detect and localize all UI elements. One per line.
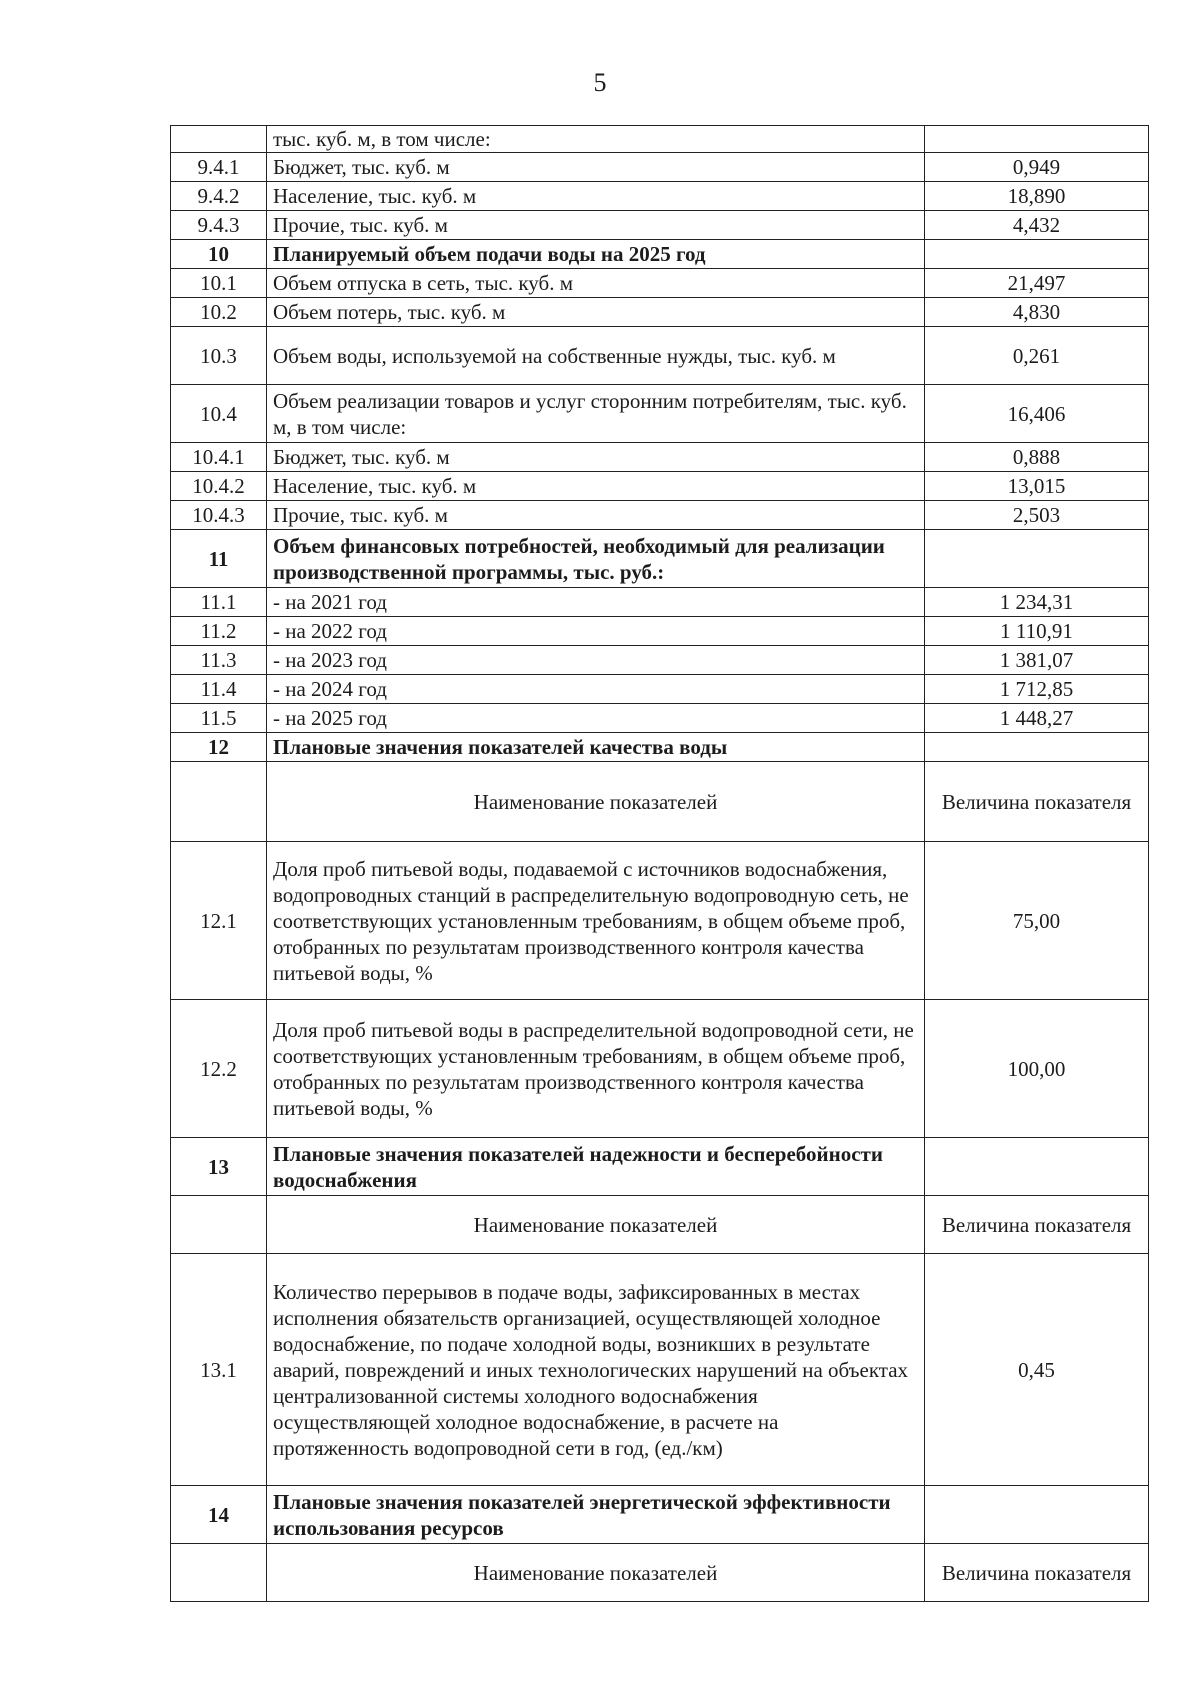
row-description: Плановые значения показателей надежности и бесперебойности водоснабжения <box>267 1138 925 1196</box>
row-description: Объем воды, используемой на собственные нужды, тыс. куб. м <box>267 327 925 385</box>
row-number: 9.4.3 <box>171 211 267 240</box>
row-value: 1 712,85 <box>925 675 1149 704</box>
table-row <box>171 588 1149 617</box>
row-description: Прочие, тыс. куб. м <box>267 501 925 530</box>
row-description: - на 2024 год <box>267 675 925 704</box>
row-number: 11 <box>171 530 267 588</box>
row-number: 11.3 <box>171 646 267 675</box>
row-value <box>925 530 1149 588</box>
row-value: 18,890 <box>925 182 1149 211</box>
row-description: Прочие, тыс. куб. м <box>267 211 925 240</box>
table-row <box>171 1254 1149 1486</box>
page-number: 5 <box>593 68 607 97</box>
row-number: 12.2 <box>171 1000 267 1138</box>
row-description: Население, тыс. куб. м <box>267 472 925 501</box>
row-number: 10.1 <box>171 269 267 298</box>
row-value <box>925 240 1149 269</box>
column-header-name: Наименование показателей <box>267 762 925 842</box>
indicators-table <box>170 125 1149 1602</box>
row-number: 13 <box>171 1138 267 1196</box>
row-description: Объем финансовых потребностей, необходимый для реализации производственной программы, тыс. руб.: <box>267 530 925 588</box>
column-header-row <box>171 1544 1149 1602</box>
row-description: Объем отпуска в сеть, тыс. куб. м <box>267 269 925 298</box>
column-header-value: Величина показателя <box>925 762 1149 842</box>
table-row <box>171 126 1149 153</box>
row-value: 0,261 <box>925 327 1149 385</box>
column-header-row <box>171 1196 1149 1254</box>
row-number <box>171 1544 267 1602</box>
row-number: 12 <box>171 733 267 762</box>
row-description: Планируемый объем подачи воды на 2025 год <box>267 240 925 269</box>
row-description: Бюджет, тыс. куб. м <box>267 153 925 182</box>
row-description: Доля проб питьевой воды, подаваемой с источников водоснабжения, водопроводных станций в распределительную водопроводную сеть, не соответствующих установленным требованиям, в общем объеме проб, отобранных по результатам производственного контроля качества питьевой воды, % <box>267 842 925 1000</box>
row-number: 11.5 <box>171 704 267 733</box>
row-value: 16,406 <box>925 385 1149 443</box>
row-description: Объем реализации товаров и услуг сторонним потребителям, тыс. куб. м, в том числе: <box>267 385 925 443</box>
row-value <box>925 126 1149 153</box>
row-value: 1 110,91 <box>925 617 1149 646</box>
table-row <box>171 704 1149 733</box>
row-description: Плановые значения показателей энергетической эффективности использования ресурсов <box>267 1486 925 1544</box>
section-row <box>171 733 1149 762</box>
row-number: 11.2 <box>171 617 267 646</box>
table-row <box>171 617 1149 646</box>
row-value: 100,00 <box>925 1000 1149 1138</box>
column-header-value: Величина показателя <box>925 1544 1149 1602</box>
row-value: 0,45 <box>925 1254 1149 1486</box>
table-row <box>171 842 1149 1000</box>
row-value: 1 381,07 <box>925 646 1149 675</box>
row-value: 21,497 <box>925 269 1149 298</box>
column-header-name: Наименование показателей <box>267 1544 925 1602</box>
table-row <box>171 153 1149 182</box>
table-row <box>171 327 1149 385</box>
row-number: 10.4.3 <box>171 501 267 530</box>
row-value: 1 448,27 <box>925 704 1149 733</box>
row-value: 75,00 <box>925 842 1149 1000</box>
column-header-row <box>171 762 1149 842</box>
row-value <box>925 1138 1149 1196</box>
row-value <box>925 733 1149 762</box>
table-row <box>171 443 1149 472</box>
row-number: 11.4 <box>171 675 267 704</box>
row-number: 14 <box>171 1486 267 1544</box>
table-row <box>171 675 1149 704</box>
row-value: 4,432 <box>925 211 1149 240</box>
table-row <box>171 501 1149 530</box>
section-row <box>171 1486 1149 1544</box>
row-number: 10 <box>171 240 267 269</box>
row-description: Доля проб питьевой воды в распределительной водопроводной сети, не соответствующих установленным требованиям, в общем объеме проб, отобранных по результатам производственного контроля качества питьевой воды, % <box>267 1000 925 1138</box>
row-value: 1 234,31 <box>925 588 1149 617</box>
row-value: 13,015 <box>925 472 1149 501</box>
row-description: - на 2025 год <box>267 704 925 733</box>
row-number: 11.1 <box>171 588 267 617</box>
table-row <box>171 182 1149 211</box>
row-description: Плановые значения показателей качества воды <box>267 733 925 762</box>
row-number <box>171 762 267 842</box>
row-description: тыс. куб. м, в том числе: <box>267 126 925 153</box>
table-row <box>171 298 1149 327</box>
row-value: 2,503 <box>925 501 1149 530</box>
row-value: 4,830 <box>925 298 1149 327</box>
row-number <box>171 1196 267 1254</box>
row-description: Бюджет, тыс. куб. м <box>267 443 925 472</box>
row-description: Количество перерывов в подаче воды, зафиксированных в местах исполнения обязательств организацией, осуществляющей холодное водоснабжение, по подаче холодной воды, возникших в результате аварий, повреждений и иных технологических нарушений на объектах централизованной системы холодного водоснабжения осуществляющей холодное водоснабжение, в расчете на протяженность водопроводной сети в год, (ед./км) <box>267 1254 925 1486</box>
table-row <box>171 269 1149 298</box>
table-row <box>171 1000 1149 1138</box>
table-row <box>171 472 1149 501</box>
row-number: 13.1 <box>171 1254 267 1486</box>
row-number: 10.2 <box>171 298 267 327</box>
row-value: 0,888 <box>925 443 1149 472</box>
row-value: 0,949 <box>925 153 1149 182</box>
row-number: 10.4 <box>171 385 267 443</box>
row-value <box>925 1486 1149 1544</box>
row-number: 10.4.1 <box>171 443 267 472</box>
section-row <box>171 240 1149 269</box>
row-description: Население, тыс. куб. м <box>267 182 925 211</box>
table-row <box>171 646 1149 675</box>
table-row <box>171 211 1149 240</box>
section-row <box>171 1138 1149 1196</box>
section-row <box>171 530 1149 588</box>
row-number: 10.4.2 <box>171 472 267 501</box>
row-number: 10.3 <box>171 327 267 385</box>
row-description: Объем потерь, тыс. куб. м <box>267 298 925 327</box>
column-header-name: Наименование показателей <box>267 1196 925 1254</box>
table-row <box>171 385 1149 443</box>
row-description: - на 2021 год <box>267 588 925 617</box>
row-description: - на 2022 год <box>267 617 925 646</box>
row-description: - на 2023 год <box>267 646 925 675</box>
row-number <box>171 126 267 153</box>
row-number: 9.4.1 <box>171 153 267 182</box>
row-number: 9.4.2 <box>171 182 267 211</box>
row-number: 12.1 <box>171 842 267 1000</box>
column-header-value: Величина показателя <box>925 1196 1149 1254</box>
